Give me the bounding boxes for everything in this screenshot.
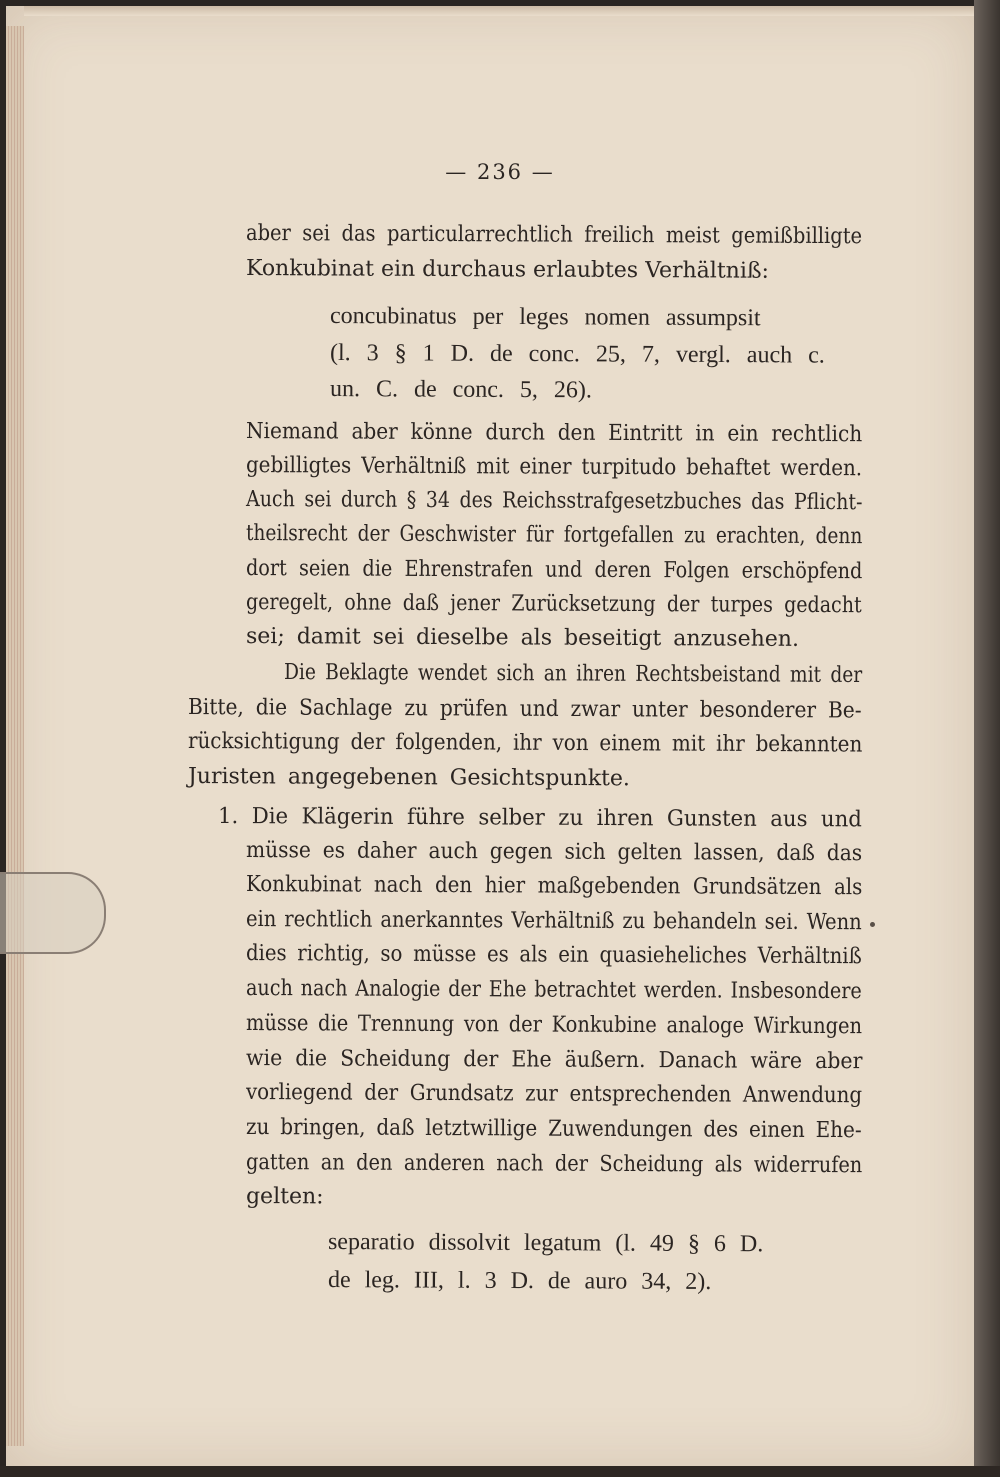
numbered-item-line: 1. Die Klägerin führe selber zu ihren Gunsten aus und: [217, 804, 862, 833]
margin-dot: [870, 922, 875, 927]
scan-border-bottom: [0, 1466, 1000, 1477]
text-line: geregelt, ohne daß jener Zurücksetzung der turpes gedacht: [245, 590, 862, 619]
text-line: sei; damit sei dieselbe als beseitigt anzusehen.: [245, 624, 800, 652]
text-line: ein rechtlich anerkanntes Verhältniß zu behandeln sei. Wenn: [245, 907, 862, 936]
page-edge-left: [6, 26, 24, 1446]
text-line: wie die Scheidung der Ehe äußern. Danach wäre aber: [245, 1046, 863, 1075]
text-line: müsse die Trennung von der Konkubine analoge Wirkungen: [245, 1011, 863, 1040]
text-line: vorliegend der Grundsatz zur entsprechenden Anwendung: [245, 1080, 863, 1109]
text-line: dort seien die Ehrenstrafen und deren Folgen erschöpfend: [245, 556, 863, 585]
text-line: rücksichtigung der folgenden, ihr von einem mit ihr bekannten: [187, 729, 863, 758]
text-line: Auch sei durch § 34 des Reichsstrafgesetzbuches das Pflicht-: [245, 487, 863, 516]
text-line: Die Beklagte wendet sich an ihren Rechtsbeistand mit der: [283, 660, 863, 689]
text-line: theilsrecht der Geschwister für fortgefallen zu erachten, denn: [245, 521, 863, 550]
book-spine-shadow: [974, 0, 1000, 1477]
text-line: Niemand aber könne durch den Eintritt in ein rechtlich: [245, 419, 863, 448]
latin-quote-line: separatio dissolvit legatum (l. 49 § 6 D.: [327, 1229, 764, 1258]
text-line: Bitte, die Sachlage zu prüfen und zwar unter besonderer Be-: [187, 695, 862, 724]
latin-quote-line: concubinatus per leges nomen assumpsit: [329, 303, 761, 332]
text-line: Konkubinat ein durchaus erlaubtes Verhältniß:: [245, 256, 770, 284]
text-line: aber sei das particularrechtlich freilich meist gemißbilligte: [245, 221, 863, 250]
latin-quote-line: de leg. III, l. 3 D. de auro 34, 2).: [327, 1267, 712, 1296]
latin-quote-line: un. C. de conc. 5, 26).: [329, 376, 593, 404]
latin-quote-line: (l. 3 § 1 D. de conc. 25, 7, vergl. auch c.: [329, 340, 825, 369]
text-line: gelten:: [245, 1184, 324, 1210]
text-line: auch nach Analogie der Ehe betrachtet werden. Insbesondere: [245, 976, 862, 1005]
page-edge-top: [24, 6, 974, 16]
text-line: gatten an den anderen nach der Scheidung als widerrufen: [245, 1150, 863, 1179]
text-line: dies richtig, so müsse es als ein quasieheliches Verhältniß: [245, 941, 862, 970]
page-number: — 236 —: [445, 160, 555, 184]
bookmark-ribbon: [0, 872, 106, 954]
text-line: müsse es daher auch gegen sich gelten lassen, daß das: [245, 838, 863, 867]
text-line: Juristen angegebenen Gesichtspunkte.: [187, 764, 631, 792]
text-line: Konkubinat nach den hier maßgebenden Grundsätzen als: [245, 872, 863, 901]
text-line: gebilligtes Verhältniß mit einer turpitudo behaftet werden.: [245, 453, 863, 482]
text-line: zu bringen, daß letztwillige Zuwendungen des einen Ehe-: [245, 1115, 862, 1144]
